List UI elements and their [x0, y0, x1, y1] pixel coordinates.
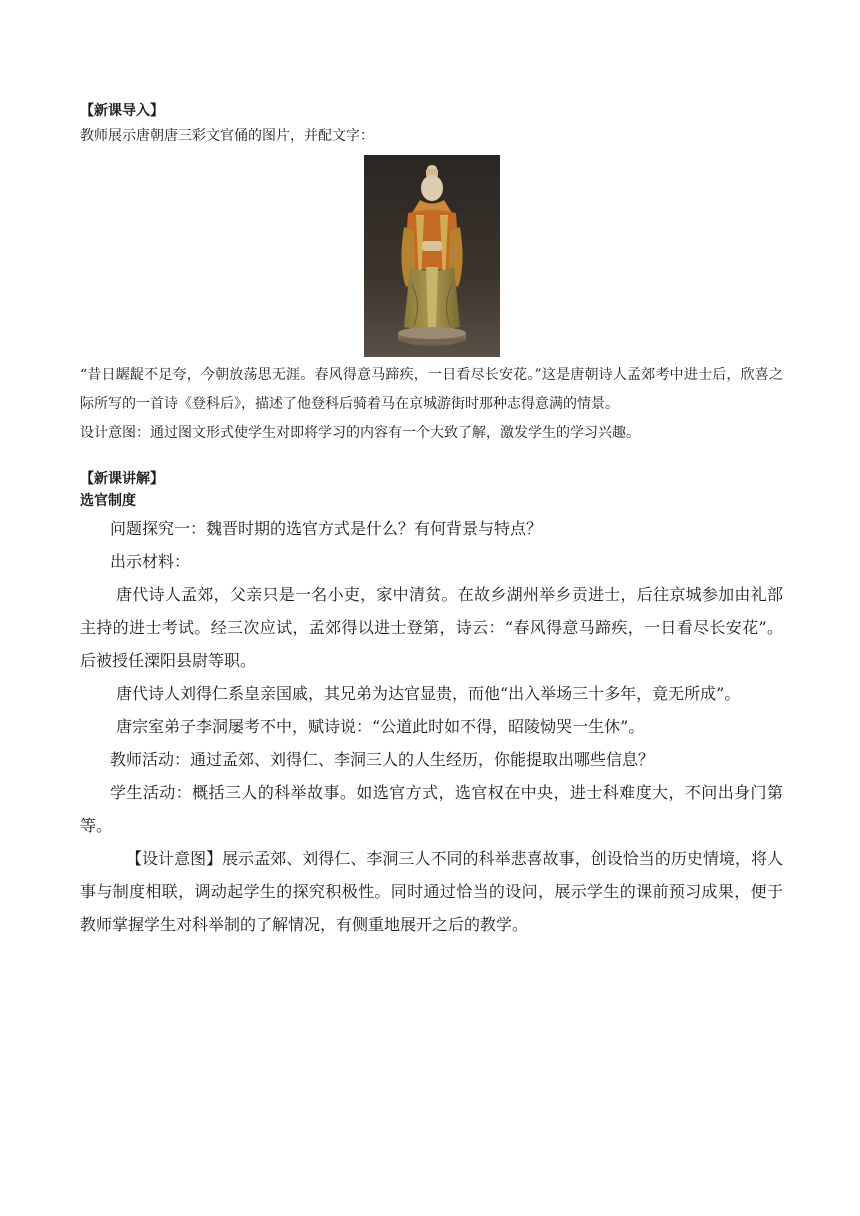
material-label: 出示材料： [110, 552, 191, 571]
lecture-subheading: 选官制度 [80, 493, 136, 509]
material-paragraph-3: 唐宗室弟子李洞屡考不中，赋诗说：“公道此时如不得，昭陵恸哭一生休”。 [116, 717, 645, 736]
figurine-image [364, 155, 500, 357]
poem-paragraph: “昔日龌龊不足夸，今朝放荡思无涯。春风得意马蹄疾，一日看尽长安花。”这是唐朝诗人孟郊考中进士后，欣喜之际所写的一首诗《登科后》，描述了他登科后骑着马在京城游街时那种志得意满的情景。 [80, 367, 783, 412]
material-paragraph-2: 唐代诗人刘得仁系皇亲国戚，其兄弟为达官显贵，而他“出入举场三十多年，竟无所成”。 [116, 684, 741, 703]
lecture-heading: 【新课讲解】 [80, 471, 164, 487]
document-page [80, 100, 783, 941]
question-line: 问题探究一：魏晋时期的选官方式是什么？有何背景与特点？ [110, 519, 543, 538]
lecture-design-intent: 【设计意图】展示孟郊、刘得仁、李洞三人不同的科举悲喜故事，创设恰当的历史情境，将人事与制度相联，调动起学生的探究积极性。同时通过恰当的设问，展示学生的课前预习成果，便于教师掌握学生对科举制的了解情况，有侧重地展开之后的教学。 [80, 849, 783, 934]
intro-design-intent: 设计意图：通过图文形式使学生对即将学习的内容有一个大致了解，激发学生的学习兴趣。 [80, 425, 640, 441]
material-paragraph-1: 唐代诗人孟郊，父亲只是一名小吏，家中清贫。在故乡湖州举乡贡进士，后往京城参加由礼部主持的进士考试。经三次应试，孟郊得以进士登第，诗云：“春风得意马蹄疾，一日看尽长安花”。后被授任溧阳县尉等职。 [80, 585, 783, 670]
intro-heading: 【新课导入】 [80, 103, 164, 119]
student-activity: 学生活动：概括三人的科举故事。如选官方式，选官权在中央，进士科难度大，不问出身门第等。 [80, 783, 783, 835]
figure-container [80, 155, 783, 359]
teacher-activity: 教师活动：通过孟郊、刘得仁、李洞三人的人生经历，你能提取出哪些信息？ [110, 750, 655, 769]
intro-line: 教师展示唐朝唐三彩文官俑的图片，并配文字： [80, 128, 374, 144]
